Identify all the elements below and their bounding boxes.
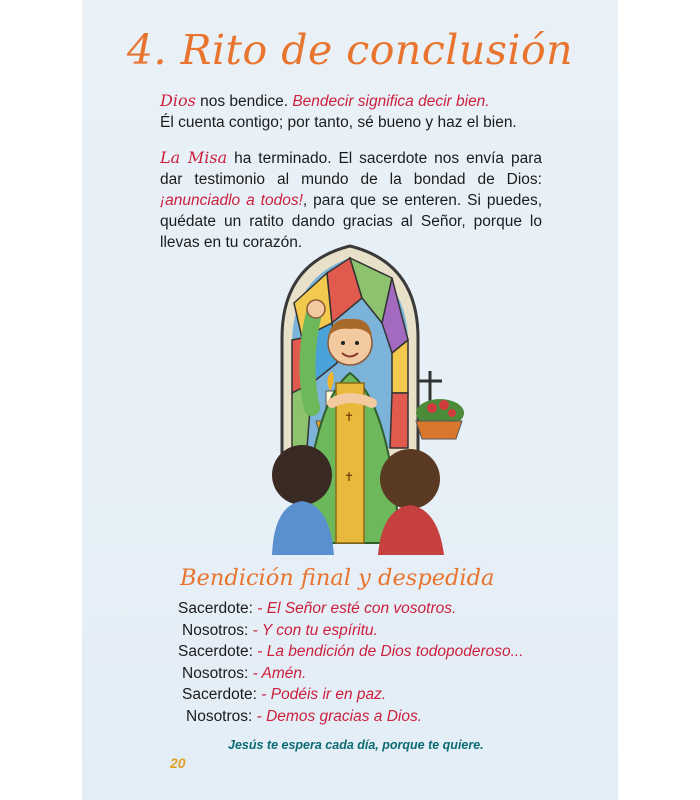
dialog-speaker: Nosotros: bbox=[186, 707, 257, 725]
paragraph-blessing bbox=[160, 90, 542, 133]
dialog-list bbox=[178, 600, 598, 729]
dialog-response: - Podéis ir en paz. bbox=[261, 686, 387, 703]
book-page bbox=[82, 0, 618, 800]
lead-word-dios: Dios bbox=[160, 91, 196, 110]
lead-word-la-misa: La Misa bbox=[160, 148, 228, 167]
dialog-response: - Amén. bbox=[252, 664, 307, 682]
svg-text:✝: ✝ bbox=[344, 410, 355, 424]
dialog-response: - El Señor esté con vosotros. bbox=[257, 600, 457, 617]
dialog-line bbox=[178, 622, 598, 644]
dialog-speaker: Sacerdote: bbox=[178, 600, 258, 617]
dialog-line bbox=[178, 600, 598, 622]
dialog-line bbox=[178, 686, 598, 708]
paragraph-mass-ended bbox=[160, 147, 542, 253]
paragraph-text-2: , para que se enteren. Si puedes, quédate un ratito dando gracias al Señor, porque lo llevas en tu corazón. bbox=[160, 192, 543, 251]
dialog-speaker: Sacerdote: bbox=[178, 643, 258, 660]
paragraph-italic: ¡anunciadlo a todos! bbox=[160, 192, 303, 209]
dialog-response: - La bendición de Dios todopoderoso... bbox=[257, 643, 524, 660]
priest-blessing-illustration bbox=[232, 243, 512, 555]
dialog-line bbox=[178, 708, 598, 730]
dialog-response: - Y con tu espíritu. bbox=[252, 621, 378, 639]
dialog-response: - Demos gracias a Dios. bbox=[256, 707, 423, 725]
svg-text:✝: ✝ bbox=[344, 470, 355, 484]
flower-pot bbox=[416, 399, 464, 439]
page-number: 20 bbox=[170, 755, 186, 771]
footer-quote: Jesús te espera cada día, porque te quiere. bbox=[228, 738, 484, 752]
paragraph-text: nos bendice. bbox=[195, 93, 293, 110]
page-title: 4. Rito de conclusión bbox=[126, 26, 574, 74]
paragraph-italic: Bendecir significa decir bien. bbox=[292, 93, 490, 110]
dialog-speaker: Sacerdote: bbox=[182, 686, 262, 703]
paragraph-text-line2: Él cuenta contigo; por tanto, sé bueno y haz el bien. bbox=[160, 114, 517, 131]
dialog-line bbox=[178, 665, 598, 687]
paragraph-text: ha terminado. El sacerdote nos envía para dar testimonio al mundo de la bondad de Dios: bbox=[160, 150, 542, 188]
dialog-speaker: Nosotros: bbox=[182, 664, 253, 682]
dialog-line bbox=[178, 643, 598, 665]
dialog-speaker: Nosotros: bbox=[182, 621, 253, 639]
section-subtitle: Bendición final y despedida bbox=[180, 565, 495, 591]
